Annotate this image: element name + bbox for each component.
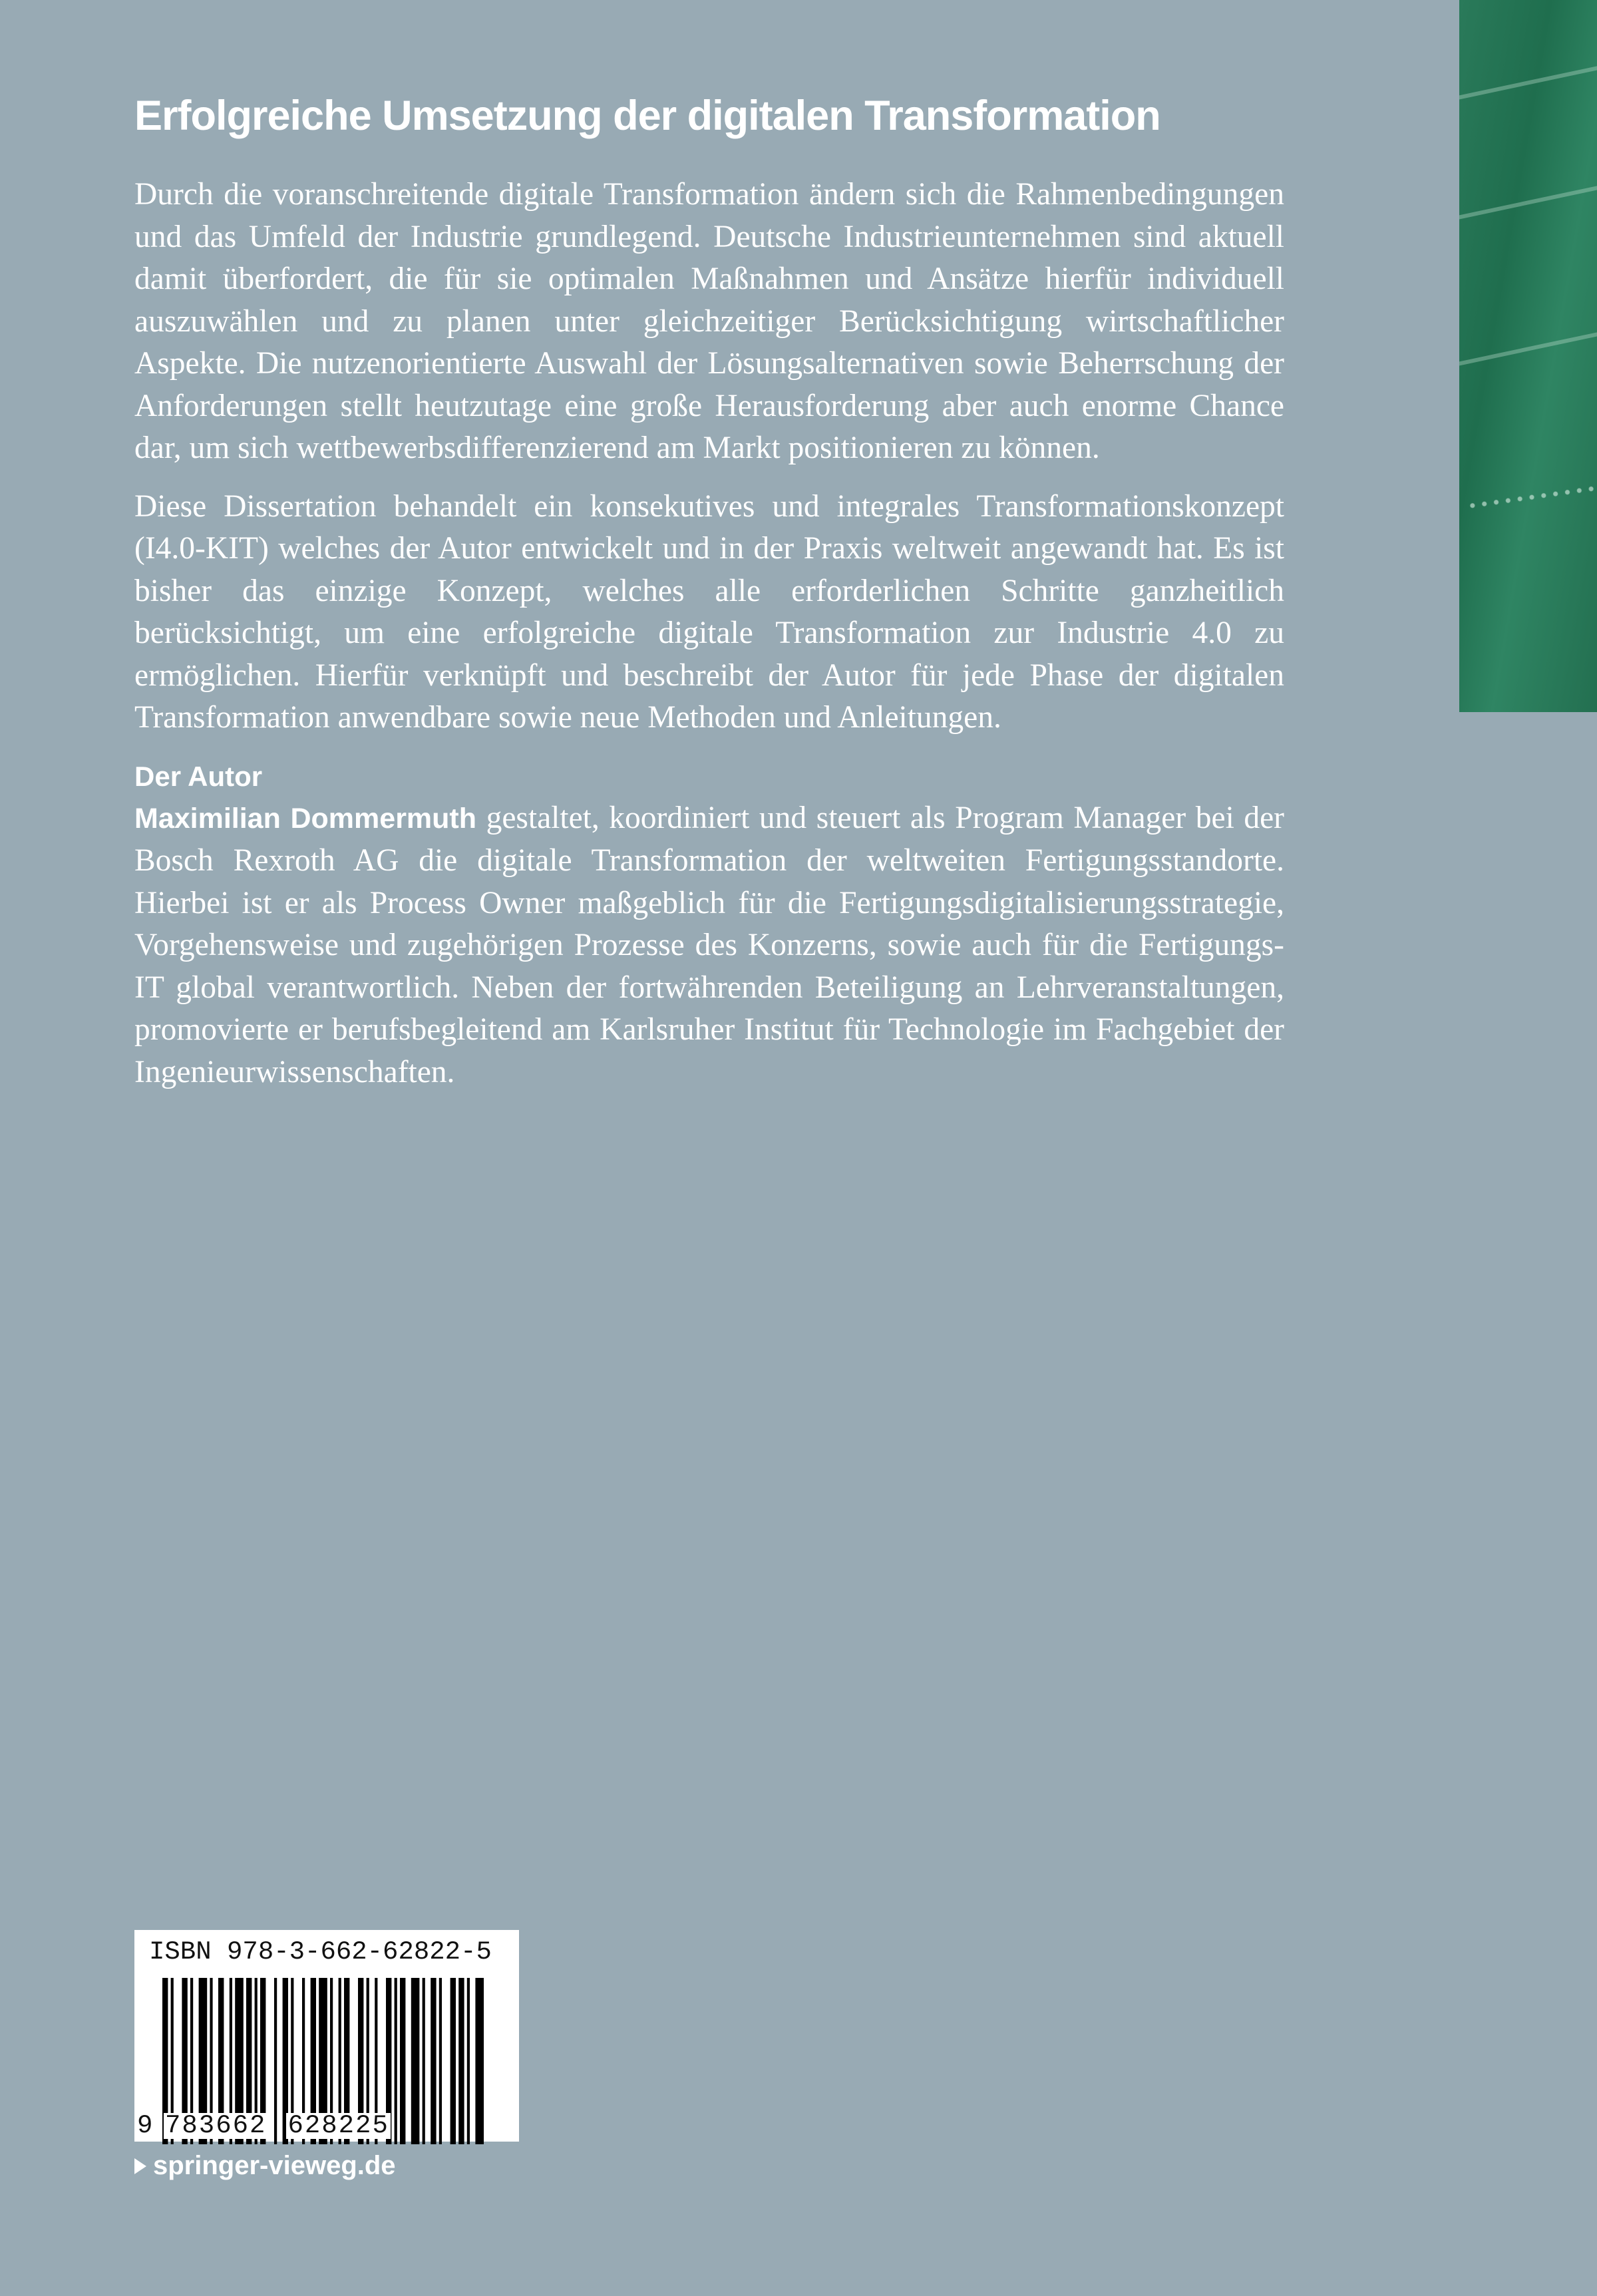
website-link[interactable]: springer-vieweg.de xyxy=(153,2151,396,2180)
isbn-barcode xyxy=(134,1930,519,2142)
author-bio xyxy=(134,797,1284,1094)
author-bio-text: gestaltet, koordiniert und steuert als Program Manager bei der Bosch Rexroth AG die digitale Transformation der weltweiten Fertigungsstandorte. Hierbei ist er als Process Owner maßgeblich für die Fertigungsdigitalisierungsstrategie, Vorgehensweise und zugehörigen Prozesse des Konzerns, sowie auch für die Fertigungs-IT global verantwortlich. Neben der fortwährenden Beteiligung an Lehrveranstaltungen, promovierte er berufsbegleitend am Karlsruher Institut für Technologie im Fachgebiet der Ingenieurwissenschaften. xyxy=(134,800,1284,1089)
isbn-label: ISBN 978-3-662-62822-5 xyxy=(149,1937,492,1967)
barcode-lead-digit: 9 xyxy=(137,2111,153,2140)
author-name: Maximilian Dommermuth xyxy=(134,802,477,835)
photo-streak xyxy=(1459,182,1597,222)
barcode-digits xyxy=(137,2113,516,2139)
author-heading: Der Autor xyxy=(134,760,263,792)
back-cover-text xyxy=(134,93,1284,1109)
photo-streak xyxy=(1459,62,1597,102)
barcode-digit-group-2: 628225 xyxy=(287,2111,389,2140)
photo-bead-chain xyxy=(1466,483,1597,511)
publisher-website[interactable] xyxy=(133,2151,396,2181)
description-paragraph-1: Durch die voranschreitende digitale Transformation ändern sich die Rahmenbedingungen und das Umfeld der Industrie grundlegend. Deutsche Industrieunternehmen sind aktuell damit überfordert, die für sie optimalen Maßnahmen und Ansätze hierfür individuell auszuwählen und zu planen unter gleichzeitiger Berücksichtigung wirtschaftlicher Aspekte. Die nutzenorientierte Auswahl der Lösungsalternativen sowie Beherrschung der Anforderungen stellt heutzutage eine große Herausforderung aber auch enorme Chance dar, um sich wettbewerbsdifferenzierend am Markt positionieren zu können. xyxy=(134,177,1284,466)
arrow-right-icon xyxy=(133,2157,148,2176)
photo-streak xyxy=(1459,328,1597,368)
barcode-digit-group-1: 783662 xyxy=(165,2111,267,2140)
cover-title: Erfolgreiche Umsetzung der digitalen Transformation xyxy=(134,93,1160,139)
cover-photo-strip xyxy=(1459,0,1597,712)
description-paragraph-2: Diese Dissertation behandelt ein konsekutives und integrales Transformationskonzept (I4.0-KIT) welches der Autor entwickelt und in der Praxis weltweit angewandt hat. Es ist bisher das einzige Konzept, welches alle erforderlichen Schritte ganzheitlich berücksichtigt, um eine erfolgreiche digitale Transformation zur Industrie 4.0 zu ermöglichen. Hierfür verknüpft und beschreibt der Autor für jede Phase der digitalen Transformation anwendbare sowie neue Methoden und Anleitungen. xyxy=(134,488,1284,735)
